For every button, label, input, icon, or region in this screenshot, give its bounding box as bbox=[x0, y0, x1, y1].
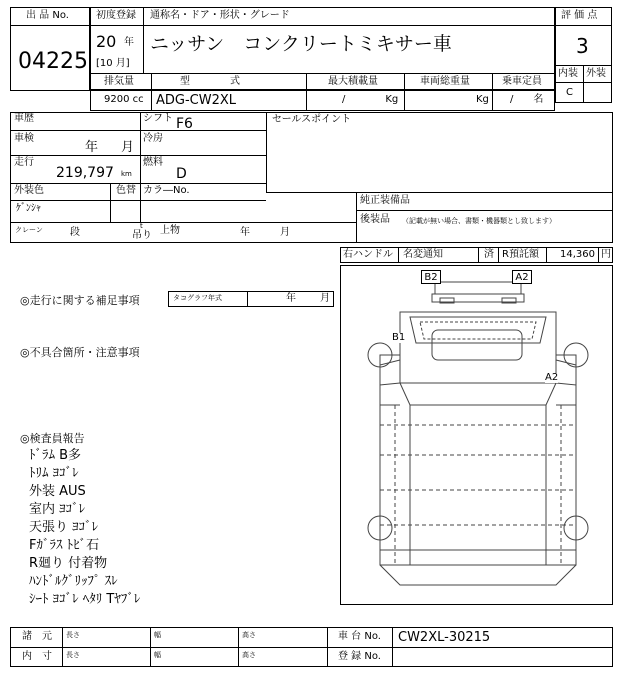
front-bumper-outline bbox=[435, 282, 521, 294]
crane-hoist: 吊り bbox=[132, 230, 152, 241]
report-line: ﾄﾘﾑ ﾖｺﾞﾚ bbox=[29, 466, 79, 481]
gross-weight-value: Kg bbox=[476, 94, 489, 105]
report-line: R廻り 付着物 bbox=[29, 556, 108, 571]
name-change-label: 名変通知 bbox=[403, 249, 443, 260]
gross-weight-label: 車両総重量 bbox=[420, 76, 470, 87]
divider bbox=[90, 25, 555, 26]
tacho-year: 年 bbox=[286, 293, 296, 304]
divider bbox=[110, 183, 111, 222]
grade-value: 3 bbox=[576, 34, 589, 58]
divider bbox=[478, 247, 479, 263]
divider bbox=[10, 183, 266, 184]
max-load-label: 最大積載量 bbox=[328, 76, 378, 87]
name-change-value: 済 bbox=[484, 249, 494, 260]
crane-t-label: t bbox=[140, 222, 143, 230]
tacho-label: タコグラフ年式 bbox=[173, 294, 222, 302]
divider bbox=[392, 627, 393, 667]
divider bbox=[10, 155, 266, 156]
divider bbox=[143, 7, 144, 73]
grade-label: 評 価 点 bbox=[561, 10, 598, 21]
rear-bumper bbox=[380, 565, 576, 585]
first-reg-month: [10 月] bbox=[96, 58, 130, 69]
divider bbox=[498, 247, 499, 263]
divider bbox=[151, 73, 152, 111]
left-mirror bbox=[380, 360, 400, 385]
divider bbox=[266, 192, 613, 193]
r-estimate-label: R預託額 bbox=[502, 249, 539, 260]
exterior-label: 外装 bbox=[586, 68, 606, 79]
vehicle-diagram bbox=[340, 265, 613, 605]
report-line: ﾊﾝﾄﾞﾙｸﾞﾘｯﾌﾟ ｽﾚ bbox=[29, 574, 118, 589]
divider bbox=[10, 200, 266, 201]
divider bbox=[150, 627, 151, 667]
divider bbox=[140, 112, 141, 222]
report-line: 天張り ﾖｺﾞﾚ bbox=[29, 520, 99, 535]
defects-label: ◎不具合箇所・注意事項 bbox=[20, 346, 140, 359]
divider bbox=[356, 210, 613, 211]
mileage-label: 走行 bbox=[14, 157, 34, 168]
r-estimate-value: 14,360 bbox=[560, 249, 595, 260]
divider bbox=[247, 291, 248, 307]
aftermarket-label: 後装品 bbox=[360, 214, 390, 225]
divider bbox=[266, 112, 267, 192]
divider bbox=[238, 627, 239, 667]
fuel-value: D bbox=[176, 166, 187, 182]
color-label: 外装色 bbox=[14, 185, 44, 196]
mileage-value: 219,797 bbox=[56, 165, 114, 181]
cab-outline bbox=[400, 312, 559, 383]
divider bbox=[404, 73, 405, 111]
fuel-label: 燃料 bbox=[143, 157, 163, 168]
width-label: 幅 bbox=[154, 651, 161, 659]
divider bbox=[492, 73, 493, 111]
first-reg-year: 20 bbox=[96, 32, 117, 51]
ac-label: 冷房 bbox=[143, 133, 163, 144]
aftermarket-note: （記載が無い場合、書類・機器類とし致します） bbox=[402, 217, 556, 225]
model-value: ADG-CW2XL bbox=[156, 93, 237, 108]
divider bbox=[583, 65, 584, 103]
length-label: 長さ bbox=[66, 631, 80, 639]
divider bbox=[356, 192, 357, 243]
history-label: 車歴 bbox=[14, 113, 34, 124]
width-label: 幅 bbox=[154, 631, 161, 639]
divider bbox=[10, 130, 266, 131]
divider bbox=[62, 627, 63, 667]
height-label: 高さ bbox=[242, 631, 256, 639]
color-value: ｹﾞﾝｼｬ bbox=[16, 203, 41, 214]
first-reg-label: 初度登録 bbox=[96, 10, 136, 21]
divider bbox=[10, 647, 613, 648]
report-line: ﾄﾞﾗﾑ B多 bbox=[29, 448, 82, 463]
displacement-value: 9200 cc bbox=[104, 94, 144, 105]
inspection-month: 月 bbox=[121, 140, 135, 155]
mileage-unit: km bbox=[121, 170, 132, 178]
divider bbox=[555, 25, 612, 26]
upper-label: 上物 bbox=[160, 225, 180, 236]
body-grid bbox=[380, 425, 576, 525]
crane-steps: 段 bbox=[70, 227, 80, 238]
dims-label: 内 寸 bbox=[22, 651, 52, 662]
name-label: 通称名・ドア・形状・グレード bbox=[150, 10, 290, 21]
max-load-value: / Kg bbox=[342, 94, 399, 105]
length-label: 長さ bbox=[66, 651, 80, 659]
cab-bottom bbox=[400, 383, 556, 405]
divider bbox=[598, 247, 599, 263]
shift-value: F6 bbox=[176, 116, 193, 132]
chassis-no: CW2XL-30215 bbox=[398, 630, 491, 645]
upper-year: 年 bbox=[240, 227, 250, 238]
damage-mark: B1 bbox=[392, 332, 406, 343]
frame-rails bbox=[410, 405, 546, 565]
damage-mark: A2 bbox=[545, 372, 559, 383]
damage-mark: A2 bbox=[512, 270, 532, 284]
displacement-label: 排気量 bbox=[104, 76, 134, 87]
color-change-label: 色替 bbox=[116, 185, 136, 196]
selling-points-label: セールスポイント bbox=[272, 114, 352, 125]
report-line: 室内 ﾖｺﾞﾚ bbox=[29, 502, 86, 517]
divider bbox=[327, 627, 328, 667]
body-inner bbox=[395, 405, 561, 565]
divider bbox=[10, 25, 90, 26]
reg-label: 登 録 No. bbox=[338, 651, 381, 662]
tacho-month: 月 bbox=[320, 293, 330, 304]
upper-month: 月 bbox=[280, 227, 290, 238]
interior-grade: C bbox=[566, 87, 573, 98]
model-label: 型 式 bbox=[180, 76, 240, 87]
crane-label: クレーン bbox=[15, 226, 43, 234]
body-outline bbox=[380, 405, 576, 565]
inspection-year: 年 bbox=[85, 140, 99, 155]
chassis-label: 車 台 No. bbox=[338, 631, 381, 642]
first-reg-year-unit: 年 bbox=[124, 37, 134, 48]
lot-label: 出 品 No. bbox=[26, 10, 69, 21]
capacity-value: / 名 bbox=[510, 94, 544, 105]
report-line: 外装 AUS bbox=[29, 484, 86, 499]
divider bbox=[398, 247, 399, 263]
divider bbox=[546, 247, 547, 263]
shift-label: シフト bbox=[143, 113, 173, 124]
inspector-label: ◎検査員報告 bbox=[20, 432, 85, 445]
vehicle-name: ニッサン コンクリートミキサー車 bbox=[150, 33, 452, 55]
damage-mark: B2 bbox=[421, 270, 441, 284]
interior-label: 内装 bbox=[558, 68, 578, 79]
report-line: ｼｰﾄ ﾖｺﾞﾚ ﾍﾀﾘ Tﾔﾌﾞﾚ bbox=[29, 592, 141, 607]
factory-equip-label: 純正装備品 bbox=[360, 195, 410, 206]
capacity-label: 乗車定員 bbox=[502, 76, 542, 87]
windshield bbox=[432, 330, 522, 360]
r-estimate-unit: 円 bbox=[601, 249, 611, 260]
inspection-label: 車検 bbox=[14, 133, 34, 144]
spec-label: 諸 元 bbox=[22, 631, 52, 642]
report-line: Fｶﾞﾗｽ ﾄﾋﾞ石 bbox=[29, 538, 100, 553]
height-label: 高さ bbox=[242, 651, 256, 659]
divider bbox=[90, 89, 555, 90]
rhd-label: 右ハンドル bbox=[343, 249, 393, 260]
lot-number: 04225 bbox=[18, 49, 88, 74]
driving-notes-label: ◎走行に関する補足事項 bbox=[20, 294, 140, 307]
color-no-label: カラ―No. bbox=[143, 185, 190, 196]
divider bbox=[10, 222, 356, 223]
divider bbox=[306, 73, 307, 111]
right-mirror bbox=[556, 360, 576, 385]
